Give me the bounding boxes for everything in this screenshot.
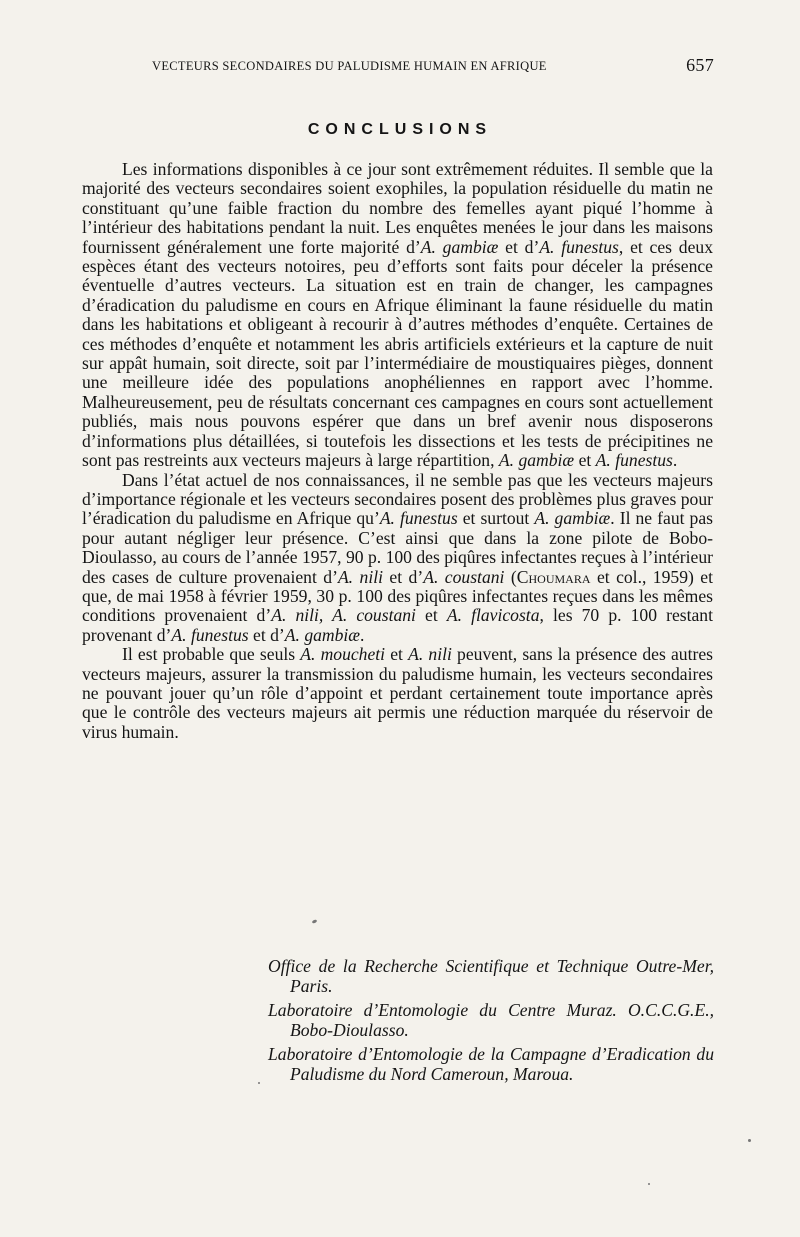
- text-run: et d’: [382, 566, 424, 587]
- italic-term: A. gambiæ: [534, 508, 611, 529]
- speck: [748, 1139, 751, 1142]
- italic-term: A. moucheti: [300, 644, 386, 665]
- text-run: et: [415, 605, 447, 626]
- running-head: [152, 55, 714, 79]
- italic-term: A. nili: [408, 644, 452, 665]
- italic-term: A. nili: [337, 566, 383, 587]
- author-name: Choumara: [516, 566, 591, 587]
- text-run: .: [360, 624, 365, 645]
- paragraph-2: [82, 471, 713, 646]
- text-run: et: [574, 450, 596, 471]
- text-run: et d’: [498, 236, 540, 257]
- text-run: (: [504, 566, 517, 587]
- text-run: et d’: [248, 624, 285, 645]
- italic-term: A. funestus: [595, 450, 673, 471]
- paragraph-1: [82, 160, 713, 471]
- text-run: Dans l’état actuel de nos connaissances, il ne semble pas que les vecteurs majeurs d’importance régionale et les vecteurs secondaires posent des problèmes plus graves pour l’éradication du paludisme en Afrique qu’: [82, 469, 713, 529]
- text-run: et surtout: [457, 508, 535, 529]
- running-title: VECTEURS SECONDAIRES DU PALUDISME HUMAIN EN AFRIQUE: [152, 59, 547, 73]
- text-run: , les 70 p. 100 restant provenant d’: [82, 605, 713, 645]
- italic-term: A. funestus: [379, 508, 458, 529]
- italic-term: A. gambiæ: [498, 450, 575, 471]
- italic-term: A. gambiæ: [420, 236, 499, 257]
- page-number: 657: [686, 55, 714, 75]
- affiliation-maroua: Laboratoire d’Entomologie de la Campagne d’Eradication du Paludisme du Nord Cameroun, Maroua.: [268, 1044, 714, 1084]
- text-run: .: [672, 450, 678, 471]
- text-run: et: [385, 644, 409, 665]
- italic-term: A. gambiæ: [284, 624, 361, 645]
- speck: [258, 1082, 260, 1084]
- speck: [648, 1183, 650, 1185]
- text-run: peuvent, sans la présence des autres vecteurs majeurs, assurer la transmission du paludisme humain, les vecteurs secondaires ne pouvant jouer qu’un rôle d’appoint et perdant certainement toute importance après que le contrôle des vecteurs majeurs ait permis une réduction marquée du réservoir de virus humain.: [82, 644, 713, 742]
- body-text: [82, 160, 713, 742]
- text-run: Il est probable que seuls: [122, 644, 301, 665]
- affiliations-block: [268, 957, 714, 1090]
- italic-term: A. funestus: [171, 624, 249, 645]
- section-heading: CONCLUSIONS: [307, 121, 493, 138]
- italic-term: A. nili, A. coustani: [271, 605, 416, 626]
- paragraph-3: [82, 645, 713, 742]
- text-run: et col., 1959) et que, de mai 1958 à février 1959, 30 p. 100 des piqûres infectantes reçues dans les mêmes conditions provenaient d’: [82, 566, 713, 626]
- speck: [312, 919, 318, 924]
- italic-term: A. coustani: [423, 566, 505, 587]
- text-run: , et ces deux espèces étant des vecteurs notoires, peu d’efforts sont faits pour déceler la présence éventuelle d’autres vecteurs. La situation est en train de changer, les campagnes d’éradication du paludisme en cours en Afrique éliminant la faune résiduelle du matin dans les habitations et obligeant à recourir à d’autres méthodes d’enquête. Certaines de ces méthodes d’enquête et notamment les abris artificiels extérieurs et la capture de nuit sur appât humain, soit directe, soit par l’intermédiaire de moustiquaires pièges, donnent une meilleure idée des populations anophéliennes en rapport avec l’homme. Malheureusement, peu de résultats concernant ces campagnes en cours sont actuellement publiés, mais nous pouvons espérer que dans un bref avenir nous disposerons d’informations plus détaillées, si toutefois les dissections et les tests de précipitines ne sont pas restreints aux vecteurs majeurs à large répartition,: [82, 236, 714, 471]
- text-run: Les informations disponibles à ce jour sont extrêmement réduites. Il semble que la majorité des vecteurs secondaires soient exophiles, la population résiduelle du matin ne constituant qu’une faible fraction du nombre des femelles ayant piqué l’homme à l’intérieur des habitations pendant la nuit. Les enquêtes menées le jour dans les maisons fournissent généralement une forte majorité d’: [82, 159, 713, 257]
- italic-term: A. funestus: [539, 236, 619, 257]
- affiliation-centre-muraz: Laboratoire d’Entomologie du Centre Muraz. O.C.C.G.E., Bobo-Dioulasso.: [268, 1000, 714, 1040]
- affiliation-orstom: Office de la Recherche Scientifique et Technique Outre-Mer, Paris.: [268, 956, 714, 996]
- italic-term: A. flavicosta: [446, 605, 540, 626]
- text-run: . Il ne faut pas pour autant négliger leur présence. C’est ainsi que dans la zone pilote de Bobo-Dioulasso, au cours de l’année 1957, 90 p. 100 des piqûres infectantes reçues à l’intérieur des cases de culture provenaient d’: [82, 508, 713, 587]
